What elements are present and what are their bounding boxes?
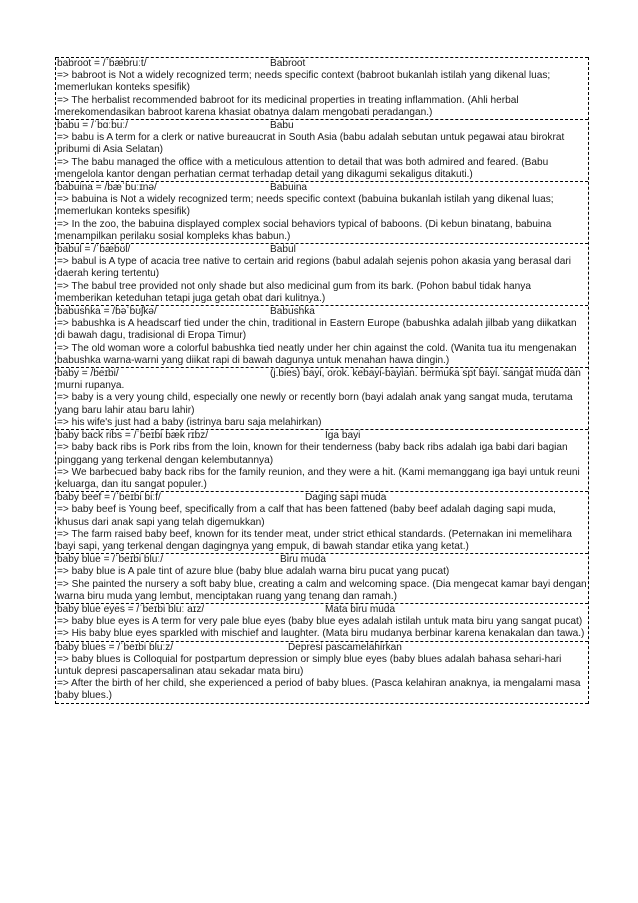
entry-example: => She painted the nursery a soft baby blue, creating a calm and welcoming space. (Dia mengecat kamar bayi dengan warna biru muda yang lembut, menciptakan ruang yang tenang dan ramah.) [57, 578, 587, 602]
entry-translation: Babushka [270, 306, 315, 318]
dictionary-entry [56, 429, 588, 491]
entry-example: => We barbecued baby back ribs for the family reunion, and they were a hit. (Kami memanggang iga bayi untuk reuni keluarga, dan itu sangat populer.) [57, 466, 580, 490]
entry-translation: Iga bayi [325, 430, 361, 442]
entry-word: baby beef = /ˈbeɪbi biːf/ [57, 492, 161, 504]
entry-definition: => babu is A term for a clerk or native bureaucrat in South Asia (babu adalah sebutan untuk pegawai atau birokrat pribumi di Asia Selatan) [57, 132, 565, 156]
entry-example: => The babul tree provided not only shade but also medicinal gum from its bark. (Pohon babul tidak hanya memberikan keteduhan tetapi juga getah obat dari kulitnya.) [57, 280, 531, 304]
entry-translation: Depresi pascamelahirkan [288, 641, 402, 653]
entry-definition: => babroot is Not a widely recognized term; needs specific context (babroot bukanlah istilah yang dikenal luas; memerlukan konteks spesifik) [57, 70, 551, 94]
entry-definition: => babuina is Not a widely recognized term; needs specific context (babuina bukanlah istilah yang dikenal luas; memerlukan konteks spesifik) [57, 194, 554, 218]
dictionary-entry [56, 119, 588, 181]
entry-example: => The old woman wore a colorful babushka tied neatly under her chin against the cold. (Wanita tua itu mengenakan babushka warna-warni yang diikat rapi di bawah dagunya untuk menahan hawa dingin.) [57, 342, 577, 366]
entry-example: => his wife's just had a baby (istrinya baru saja melahirkan) [57, 416, 322, 428]
entry-translation: Babu [270, 120, 294, 132]
entry-translation: (j.bies) bayi, orok. kebayi-bayian. bermuka spt bayi. sangat muda dan murni rupanya. [57, 368, 581, 392]
dictionary-entry [56, 243, 588, 305]
dictionary-entry [56, 57, 588, 119]
entry-example: => The herbalist recommended babroot for its medicinal properties in treating inflammation. (Ahli herbal merekomendasikan babroot karena khasiat obatnya dalam mengobati peradangan.) [57, 94, 519, 118]
entry-word: baby blue eyes = /ˈbeɪbi bluː aɪz/ [57, 603, 205, 615]
entry-example: => His baby blue eyes sparkled with mischief and laughter. (Mata biru mudanya berbinar karena kenakalan dan tawa.) [57, 628, 585, 640]
entry-word: babul = /ˈbæbʊl/ [57, 244, 131, 256]
entry-translation: Mata biru muda [325, 603, 396, 615]
entry-translation: Babuina [270, 182, 308, 194]
entry-definition: => babul is A type of acacia tree native to certain arid regions (babul adalah sejenis pohon akasia yang berasal dari daerah kering tertentu) [57, 256, 571, 280]
entry-definition: => baby blue is A pale tint of azure blue (baby blue adalah warna biru pucat yang pucat) [57, 566, 450, 578]
dictionary-entry [56, 367, 588, 429]
entry-definition: => baby back ribs is Pork ribs from the loin, known for their tenderness (baby back ribs adalah iga babi dari bagian pinggang yang terkenal dengan kelembutannya) [57, 442, 568, 466]
entry-word: baby = /beɪbi/ [57, 368, 119, 380]
dictionary-entry [56, 305, 588, 367]
entry-word: baby blues = /ˈbeɪbi bluːz/ [57, 641, 174, 653]
dictionary-entry [56, 641, 588, 704]
entry-word: babroot = /ˈbæbruːt/ [57, 58, 147, 69]
entry-example: => After the birth of her child, she experienced a period of baby blues. (Pasca kelahiran anaknya, ia mengalami masa baby blues.) [57, 678, 581, 702]
entry-translation: Babul [270, 244, 296, 256]
dictionary-entry [56, 553, 588, 603]
entry-word: babuina = /bæˈbuːɪnə/ [57, 182, 157, 194]
entry-example: => The farm raised baby beef, known for its tender meat, under strict ethical standards. (Peternakan ini memelihara bayi sapi, yang terkenal dengan dagingnya yang empuk, di bawah standar etika yang ketat.) [57, 528, 572, 552]
entry-definition: => baby blue eyes is A term for very pale blue eyes (baby blue eyes adalah istilah untuk mata biru yang sangat pucat) [57, 616, 583, 628]
dictionary-page [55, 57, 589, 704]
entry-word: babushka = /bəˈbʊʃkə/ [57, 306, 157, 318]
entry-translation: Babroot [270, 58, 306, 69]
entry-translation: Biru muda [280, 554, 327, 566]
dictionary-entry [56, 603, 588, 641]
entry-definition: => baby beef is Young beef, specifically from a calf that has been fattened (baby beef adalah daging sapi muda, khusus dari anak sapi yang telah digemukkan) [57, 504, 556, 528]
entry-definition: => baby is a very young child, especially one newly or recently born (bayi adalah anak yang sangat muda, terutama yang baru lahir atau baru lahir) [57, 392, 573, 416]
entry-example: => The babu managed the office with a meticulous attention to detail that was both admired and feared. (Babu mengelola kantor dengan perhatian cermat terhadap detail yang dikagumi sekaligus ditakuti.) [57, 156, 549, 180]
entry-translation: Daging sapi muda [305, 492, 387, 504]
entry-word: babu = /ˈbɑːbuː/ [57, 120, 128, 132]
dictionary-entry [56, 181, 588, 243]
entry-definition: => babushka is A headscarf tied under the chin, traditional in Eastern Europe (babushka adalah jilbab yang diikatkan di bawah dagu, tradisional di Eropa Timur) [57, 318, 577, 342]
dictionary-entry [56, 491, 588, 553]
entry-word: baby blue = /ˈbeɪbi bluː/ [57, 554, 164, 566]
entry-definition: => baby blues is Colloquial for postpartum depression or simply blue eyes (baby blues adalah bahasa sehari-hari untuk depresi pascapersalinan atau sekadar mata biru) [57, 653, 562, 677]
entry-example: => In the zoo, the babuina displayed complex social behaviors typical of baboons. (Di kebun binatang, babuina menampilkan perilaku sosial kompleks khas babun.) [57, 218, 552, 242]
entry-word: baby back ribs = /ˈbeɪbi bæk rɪbz/ [57, 430, 209, 442]
